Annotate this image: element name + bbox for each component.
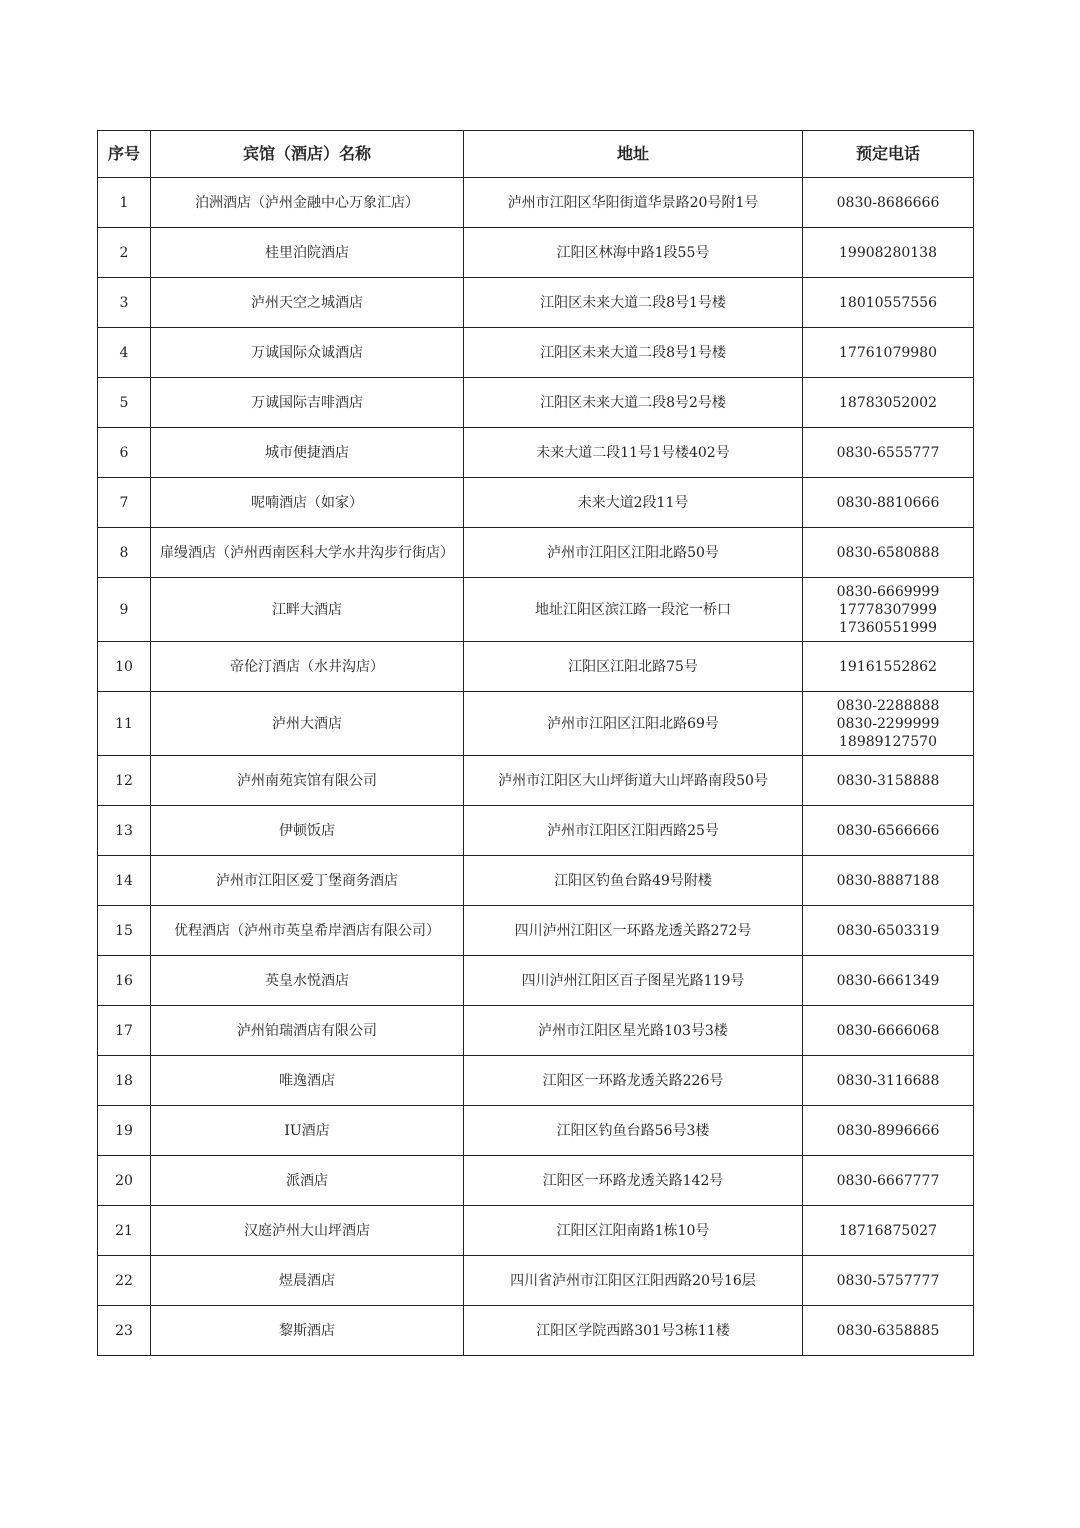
cell-booking-phone bbox=[803, 578, 974, 642]
cell-hotel-name: 煜晨酒店 bbox=[151, 1256, 464, 1306]
cell-serial-number: 3 bbox=[98, 278, 151, 328]
hotel-list-table bbox=[97, 130, 974, 1356]
cell-hotel-name: 桂里泊院酒店 bbox=[151, 228, 464, 278]
cell-serial-number: 5 bbox=[98, 378, 151, 428]
header-serial-number: 序号 bbox=[98, 131, 151, 178]
table-row bbox=[98, 578, 974, 642]
cell-address: 四川省泸州市江阳区江阳西路20号16层 bbox=[464, 1256, 803, 1306]
cell-address: 江阳区未来大道二段8号1号楼 bbox=[464, 278, 803, 328]
cell-address: 未来大道二段11号1号楼402号 bbox=[464, 428, 803, 478]
cell-booking-phone bbox=[803, 228, 974, 278]
cell-booking-phone bbox=[803, 1206, 974, 1256]
phone-number: 0830-3158888 bbox=[836, 772, 940, 789]
cell-serial-number: 12 bbox=[98, 756, 151, 806]
table-row bbox=[98, 378, 974, 428]
cell-booking-phone bbox=[803, 278, 974, 328]
table-row bbox=[98, 1106, 974, 1156]
phone-number: 18989127570 bbox=[839, 733, 937, 750]
phone-number: 0830-8996666 bbox=[836, 1122, 940, 1139]
cell-hotel-name: 江畔大酒店 bbox=[151, 578, 464, 642]
cell-serial-number: 23 bbox=[98, 1306, 151, 1356]
cell-serial-number: 19 bbox=[98, 1106, 151, 1156]
cell-hotel-name: 城市便捷酒店 bbox=[151, 428, 464, 478]
cell-booking-phone bbox=[803, 1106, 974, 1156]
cell-hotel-name: IU酒店 bbox=[151, 1106, 464, 1156]
cell-hotel-name: 泸州大酒店 bbox=[151, 692, 464, 756]
header-booking-phone: 预定电话 bbox=[803, 131, 974, 178]
cell-booking-phone bbox=[803, 528, 974, 578]
table-row bbox=[98, 1006, 974, 1056]
phone-number: 0830-6503319 bbox=[836, 922, 940, 939]
cell-booking-phone bbox=[803, 642, 974, 692]
phone-number: 0830-6661349 bbox=[836, 972, 940, 989]
table-row bbox=[98, 956, 974, 1006]
cell-hotel-name: 泸州市江阳区爱丁堡商务酒店 bbox=[151, 856, 464, 906]
cell-hotel-name: 帝伦汀酒店（水井沟店） bbox=[151, 642, 464, 692]
cell-address: 江阳区一环路龙透关路226号 bbox=[464, 1056, 803, 1106]
cell-serial-number: 11 bbox=[98, 692, 151, 756]
table-row bbox=[98, 856, 974, 906]
table-header bbox=[98, 131, 974, 178]
cell-serial-number: 13 bbox=[98, 806, 151, 856]
cell-booking-phone bbox=[803, 1006, 974, 1056]
cell-serial-number: 22 bbox=[98, 1256, 151, 1306]
cell-booking-phone bbox=[803, 428, 974, 478]
cell-booking-phone bbox=[803, 1056, 974, 1106]
table-row bbox=[98, 1306, 974, 1356]
cell-serial-number: 2 bbox=[98, 228, 151, 278]
cell-hotel-name: 呢喃酒店（如家） bbox=[151, 478, 464, 528]
phone-number: 17360551999 bbox=[839, 619, 937, 636]
cell-booking-phone bbox=[803, 328, 974, 378]
cell-booking-phone bbox=[803, 178, 974, 228]
cell-hotel-name: 黎斯酒店 bbox=[151, 1306, 464, 1356]
cell-address: 江阳区钓鱼台路56号3楼 bbox=[464, 1106, 803, 1156]
cell-booking-phone bbox=[803, 806, 974, 856]
cell-serial-number: 10 bbox=[98, 642, 151, 692]
phone-number: 0830-3116688 bbox=[836, 1072, 940, 1089]
table-body bbox=[98, 178, 974, 1356]
cell-address: 泸州市江阳区大山坪街道大山坪路南段50号 bbox=[464, 756, 803, 806]
cell-serial-number: 18 bbox=[98, 1056, 151, 1106]
cell-address: 江阳区学院西路301号3栋11楼 bbox=[464, 1306, 803, 1356]
cell-hotel-name: 唯逸酒店 bbox=[151, 1056, 464, 1106]
cell-serial-number: 14 bbox=[98, 856, 151, 906]
header-address: 地址 bbox=[464, 131, 803, 178]
cell-address: 江阳区未来大道二段8号2号楼 bbox=[464, 378, 803, 428]
cell-hotel-name: 伊顿饭店 bbox=[151, 806, 464, 856]
cell-serial-number: 4 bbox=[98, 328, 151, 378]
cell-address: 江阳区一环路龙透关路142号 bbox=[464, 1156, 803, 1206]
cell-address: 地址江阳区滨江路一段沱一桥口 bbox=[464, 578, 803, 642]
phone-number: 0830-8887188 bbox=[836, 872, 940, 889]
cell-hotel-name: 泸州南苑宾馆有限公司 bbox=[151, 756, 464, 806]
cell-address: 泸州市江阳区星光路103号3楼 bbox=[464, 1006, 803, 1056]
cell-hotel-name: 泸州天空之城酒店 bbox=[151, 278, 464, 328]
phone-number: 0830-6566666 bbox=[836, 822, 940, 839]
cell-serial-number: 21 bbox=[98, 1206, 151, 1256]
cell-address: 泸州市江阳区华阳街道华景路20号附1号 bbox=[464, 178, 803, 228]
table-row bbox=[98, 756, 974, 806]
table-row bbox=[98, 328, 974, 378]
cell-address: 江阳区林海中路1段55号 bbox=[464, 228, 803, 278]
cell-hotel-name: 扉缦酒店（泸州西南医科大学水井沟步行街店） bbox=[151, 528, 464, 578]
cell-booking-phone bbox=[803, 1256, 974, 1306]
phone-number: 0830-8686666 bbox=[836, 194, 940, 211]
cell-address: 江阳区钓鱼台路49号附楼 bbox=[464, 856, 803, 906]
phone-number: 0830-6358885 bbox=[836, 1322, 940, 1339]
cell-hotel-name: 万诚国际众诚酒店 bbox=[151, 328, 464, 378]
cell-booking-phone bbox=[803, 906, 974, 956]
cell-address: 江阳区未来大道二段8号1号楼 bbox=[464, 328, 803, 378]
cell-serial-number: 9 bbox=[98, 578, 151, 642]
cell-serial-number: 8 bbox=[98, 528, 151, 578]
phone-number: 19161552862 bbox=[839, 658, 937, 675]
cell-address: 泸州市江阳区江阳西路25号 bbox=[464, 806, 803, 856]
table-row bbox=[98, 278, 974, 328]
table-row bbox=[98, 1206, 974, 1256]
phone-number: 0830-2299999 bbox=[836, 715, 940, 732]
cell-booking-phone bbox=[803, 1306, 974, 1356]
phone-number: 0830-5757777 bbox=[836, 1272, 940, 1289]
cell-serial-number: 20 bbox=[98, 1156, 151, 1206]
phone-number: 0830-8810666 bbox=[836, 494, 940, 511]
table-row bbox=[98, 692, 974, 756]
phone-number: 17761079980 bbox=[839, 344, 937, 361]
cell-address: 江阳区江阳北路75号 bbox=[464, 642, 803, 692]
phone-number: 0830-6555777 bbox=[836, 444, 940, 461]
phone-number: 0830-6669999 bbox=[836, 583, 940, 600]
cell-serial-number: 6 bbox=[98, 428, 151, 478]
cell-hotel-name: 优程酒店（泸州市英皇希岸酒店有限公司） bbox=[151, 906, 464, 956]
table-row bbox=[98, 528, 974, 578]
cell-booking-phone bbox=[803, 756, 974, 806]
phone-number: 0830-6666068 bbox=[836, 1022, 940, 1039]
cell-booking-phone bbox=[803, 692, 974, 756]
cell-serial-number: 17 bbox=[98, 1006, 151, 1056]
cell-serial-number: 7 bbox=[98, 478, 151, 528]
cell-address: 江阳区江阳南路1栋10号 bbox=[464, 1206, 803, 1256]
table-row bbox=[98, 428, 974, 478]
phone-number: 0830-2288888 bbox=[836, 697, 940, 714]
cell-address: 未来大道2段11号 bbox=[464, 478, 803, 528]
cell-hotel-name: 万诚国际吉啡酒店 bbox=[151, 378, 464, 428]
cell-serial-number: 16 bbox=[98, 956, 151, 1006]
cell-booking-phone bbox=[803, 1156, 974, 1206]
table-row bbox=[98, 178, 974, 228]
cell-booking-phone bbox=[803, 378, 974, 428]
table-row bbox=[98, 642, 974, 692]
cell-booking-phone bbox=[803, 956, 974, 1006]
phone-number: 19908280138 bbox=[839, 244, 937, 261]
cell-booking-phone bbox=[803, 856, 974, 906]
phone-number: 18716875027 bbox=[839, 1222, 937, 1239]
cell-hotel-name: 派酒店 bbox=[151, 1156, 464, 1206]
cell-address: 泸州市江阳区江阳北路50号 bbox=[464, 528, 803, 578]
cell-serial-number: 1 bbox=[98, 178, 151, 228]
table-row bbox=[98, 478, 974, 528]
table-row bbox=[98, 228, 974, 278]
phone-number: 0830-6667777 bbox=[836, 1172, 940, 1189]
table-row bbox=[98, 906, 974, 956]
header-hotel-name: 宾馆（酒店）名称 bbox=[151, 131, 464, 178]
cell-address: 四川泸州江阳区百子图星光路119号 bbox=[464, 956, 803, 1006]
phone-number: 17778307999 bbox=[839, 601, 937, 618]
cell-address: 泸州市江阳区江阳北路69号 bbox=[464, 692, 803, 756]
header-row bbox=[98, 131, 974, 178]
table-row bbox=[98, 1256, 974, 1306]
cell-serial-number: 15 bbox=[98, 906, 151, 956]
cell-hotel-name: 泸州铂瑞酒店有限公司 bbox=[151, 1006, 464, 1056]
cell-hotel-name: 英皇水悦酒店 bbox=[151, 956, 464, 1006]
table-row bbox=[98, 806, 974, 856]
phone-number: 0830-6580888 bbox=[836, 544, 940, 561]
phone-number: 18010557556 bbox=[839, 294, 937, 311]
cell-hotel-name: 泊洲酒店（泸州金融中心万象汇店） bbox=[151, 178, 464, 228]
cell-address: 四川泸州江阳区一环路龙透关路272号 bbox=[464, 906, 803, 956]
cell-hotel-name: 汉庭泸州大山坪酒店 bbox=[151, 1206, 464, 1256]
phone-number: 18783052002 bbox=[839, 394, 937, 411]
cell-booking-phone bbox=[803, 478, 974, 528]
table-row bbox=[98, 1056, 974, 1106]
table-row bbox=[98, 1156, 974, 1206]
